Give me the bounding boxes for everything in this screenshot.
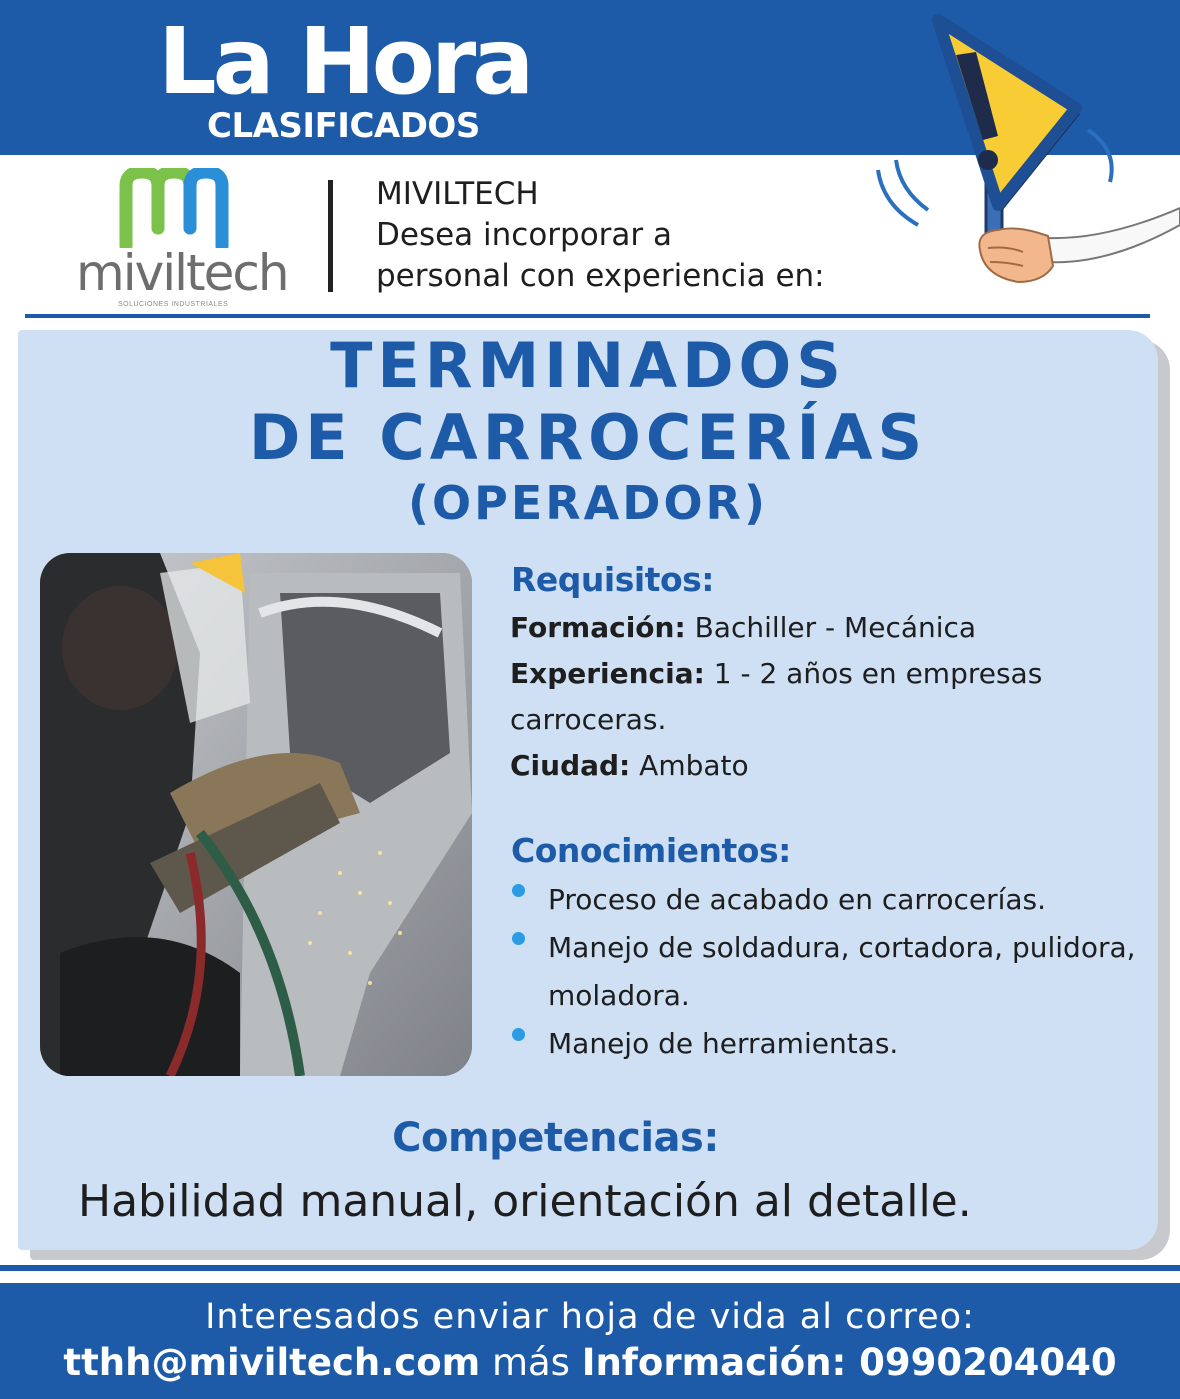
- job-title: [18, 330, 1158, 532]
- knowledge-item: Manejo de herramientas.: [512, 1020, 1152, 1068]
- logo-tagline: SOLUCIONES INDUSTRIALES: [118, 301, 229, 308]
- photo-illustration: [40, 553, 472, 1076]
- footer-instruction: Interesados enviar hoja de vida al correo:: [205, 1297, 975, 1337]
- requirement-formacion: [510, 605, 1150, 651]
- job-title-line-3: (OPERADOR): [407, 476, 769, 530]
- requirement-experiencia: [510, 651, 1150, 697]
- company-line-1: Desea incorporar a: [376, 217, 673, 253]
- footer-contact: [0, 1283, 1180, 1399]
- contact-email-link[interactable]: tthh@miviltech.com: [63, 1341, 481, 1384]
- requirement-label: Experiencia:: [510, 657, 705, 690]
- requirement-ciudad: [510, 743, 1150, 789]
- warning-sign-icon: [848, 0, 1180, 300]
- competencies-heading: Competencias:: [392, 1115, 719, 1161]
- knowledge-item: Manejo de soldadura, cortadora, pulidora, moladora.: [512, 924, 1152, 1020]
- company-line-2: personal con experiencia en:: [376, 258, 825, 294]
- brand-subtitle: CLASIFICADOS: [207, 106, 480, 146]
- competencies-text: Habilidad manual, orientación al detalle.: [78, 1176, 972, 1227]
- bottom-rule: [0, 1265, 1180, 1271]
- brand-title: La Hora: [158, 8, 531, 115]
- requirements-list: [510, 605, 1150, 789]
- contact-phone[interactable]: 0990204040: [859, 1341, 1117, 1384]
- job-title-line-2: DE CARROCERÍAS: [248, 401, 928, 474]
- logo-wordmark: miviltech: [76, 244, 288, 302]
- job-title-line-1: TERMINADOS: [330, 329, 846, 402]
- requirement-value: carroceras.: [510, 703, 667, 736]
- requirements-heading: Requisitos:: [511, 560, 714, 599]
- knowledge-heading: Conocimientos:: [511, 831, 791, 870]
- company-name: MIVILTECH: [376, 176, 539, 212]
- requirement-experiencia-cont: [510, 697, 1150, 743]
- divider: [328, 180, 333, 292]
- top-rule: [25, 314, 1150, 318]
- footer-contact-line: [0, 1339, 1180, 1387]
- footer-connector: más: [480, 1341, 582, 1384]
- requirement-value: 1 - 2 años en empresas: [704, 657, 1043, 690]
- knowledge-list: [512, 876, 1152, 1068]
- requirement-label: Ciudad:: [510, 749, 631, 782]
- company-intro: [376, 174, 825, 297]
- knowledge-item: Proceso de acabado en carrocerías.: [512, 876, 1152, 924]
- miviltech-logo-icon: [118, 168, 238, 248]
- requirement-value: Ambato: [630, 749, 749, 782]
- requirement-value: Bachiller - Mecánica: [685, 611, 977, 644]
- welding-worker-photo: [40, 553, 472, 1076]
- requirement-label: Formación:: [510, 611, 686, 644]
- info-label: Información:: [581, 1341, 860, 1384]
